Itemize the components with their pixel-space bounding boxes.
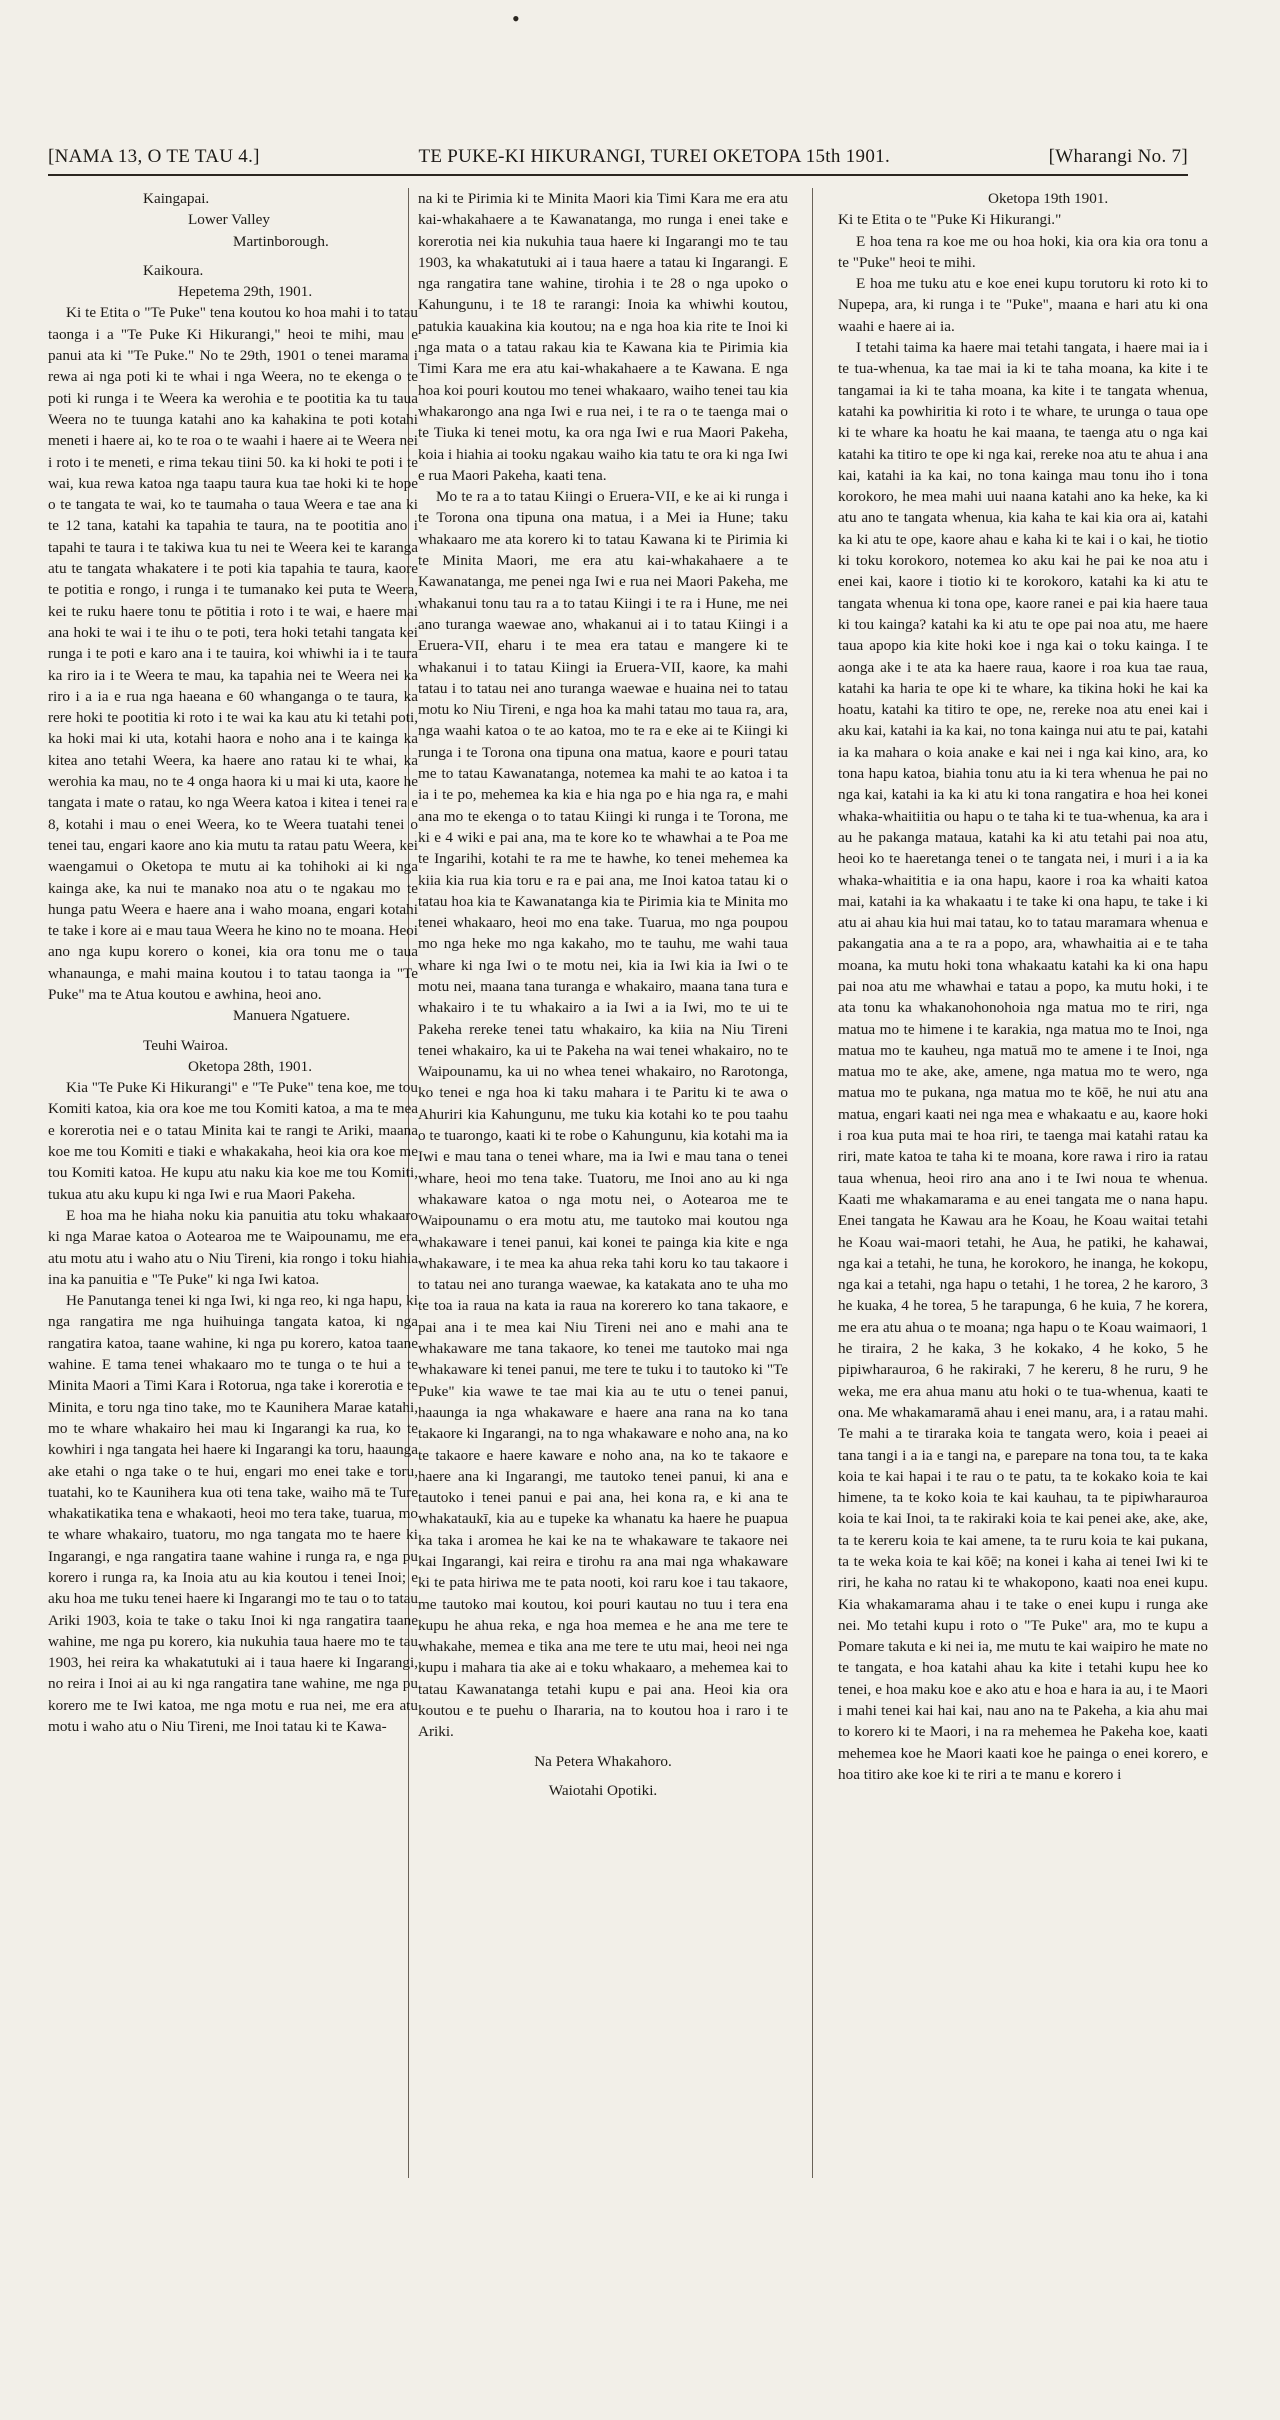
letter-paragraph: Kia "Te Puke Ki Hikurangi" e "Te Puke" tena koe, me tou Komiti katoa, kia ora koe me tou Komiti katoa, a ma te mea e korerotia nei e o tatau Minita kai te rangi te Ariki, maana koe me tou Komiti e tiaki e whakakaha, heoi kia ora koe me tou Komiti katoa. He kupu atu naku kia koe me tou Komiti, tukua atu aku kupu ki nga Iwi e rua Maori Pakeha. [48, 1079, 418, 1203]
page-header [48, 128, 1188, 168]
letter-paragraph: He Panutanga tenei ki nga Iwi, ki nga reo, ki nga hapu, ki nga rangatira me nga huihuinga tangata katoa, ki nga rangatira katoa, taane wahine, ki nga pu korero, katoa taane wahine. E tama tenei whakaaro mo te tunga o te hui a te Minita Maori a Timi Kara i Rotorua, nga take i korerotia e te Minita, e toru nga tino take, mo te Kaunihera Marae katahi, mo te whare whakairo hei mau ki Ingarangi ka rua, ko te kowhiri i nga tangata hei haere ki Ingarangi ka toru, haaunga ake etahi o nga take o te hui, engari mo enei take e toru, tuatahi, ko te Kaunihera kua oti tena take, waiho mā te Ture whakatikatika tena e whakaoti, heoi mo tera take, tuarua, mo te whare whakairo, tuatoru, mo nga tangata mo te haere ki Ingarangi, e nga rangatira taane wahine i runga ra, e nga pu korero i runga ra, ka Inoia atu au kia koutou i tenei Inoi; e aku hoa me tuku tenei haere ki Ingarangi mo te tau o to tatau Ariki 1903, koia te take o taku Inoi ki nga rangatira taane wahine, me nga pu korero, kia nukuhia taua haere mo te tau 1903, hei reira ka whakatutuki ai i taua haere ki Ingarangi, no reira i Inoi ai au ki nga rangatira tane wahine, me nga pu korero me te Iwi katoa, me nga motu e rua nei, me era atu motu i waho atu o Niu Tireni, me Inoi tatau ki te Kawa- [48, 1292, 418, 1736]
letter-paragraph: E hoa me tuku atu e koe enei kupu torutoru ki roto ki to Nupepa, ara, ki runga i te "Puke", maana e hari atu ki ona waahi e haere ai ia. [838, 275, 1208, 335]
column-3 [838, 188, 1208, 1785]
page-number: [Wharangi No. 7] [1048, 146, 1188, 167]
letter-signature: Na Petera Whakahoro. [534, 1752, 672, 1770]
column-2 [418, 188, 788, 1801]
issue-number: [NAMA 13, O TE TAU 4.] [48, 146, 260, 167]
letter-location: Lower Valley [188, 211, 270, 229]
masthead-title: TE PUKE-KI HIKURANGI, TUREI OKETOPA 15th 1901. [418, 146, 890, 167]
letter-paragraph: Mo te ra a to tatau Kiingi o Eruera-VII, e ke ai ki runga i te Torona ona tipuna ona matua, i a Mei ia Hune; taku whakaaro me ata korero ki to tatau Kawana ki te Pirimia ki te Minita Maori, me era atu kai-whakahaere a te Kawanatanga, me penei nga Iwi e rua nei Maori Pakeha, me whakanui tonu tau ra a to tatau Kiingi i te ra i Hune, me nei ano turanga waewae ano, whakanui ai i to tatau Kiingi i a Eruera-VII, eharu i te mea era tatau e mangere ki te whakanui i to tatau Kiingi ia Eruera-VII, kaore, ka mahi tatau i to tatau nei ano turanga waewae e huaina nei to tatau motu ko Niu Tireni, e nga hoa ka mahi tatau mo taua ra, ara, nga waahi katoa o te ao katoa, mo te ra e eke ai te Kiingi ki runga i te Torona ona tipuna ona matua, kaore e pouri tatau me to tatau Kawanatanga, notemea ka mahi te ao katoa i ta ia i te po, mehemea ka kia e hia nga po e hia nga ra, e mahi ana mo te ekenga o to tatau Kiingi ki runga i te Torona, me ki e 4 wiki e pai ana, ma te kore ko te whawhai a te Poa me te Ingarihi, kotahi te ra me te hawhe, ko tenei mehemea ka kiia kia rua kia toru e ra e pai ana, me Inoi katoa tatau ki o tatau hoa kia te Kawanatanga kia te Pirimia kia te Minita mo tenei whakaaro, heoi mo ena take. Tuarua, mo nga poupou mo nga heke mo nga kakaho, mo te tauhu, me wahi taua whare ki nga Iwi o te motu nei, kia ia Iwi kia ia Iwi o te motu nei, maana tana turanga e whakairo, maana tana tura e whakairo i te tu whakairo a ia Iwi a ia Iwi, mo te ui te Pakeha rereke tenei tatu whakairo, ka kiia na Niu Tireni tenei whakairo, ka ui te Pakeha na wai tenei whakairo, no te Waipounamu, ka ui no whea tenei whakairo, no Rarotonga, ko tenei e nga hoa ki taku mahara i te Paritu ki te awa o Ahuriri kia Kahungunu, me tuku kia kotahi ko te pou taahu o te tuarongo, kaati ki te robe o Kahungunu, kia kotahi ma ia Iwi e mau tana o tenei whare, ma ia Iwi e mau tana o tenei whare, heoi mo tena take. Tuatoru, me Inoi ano au ki nga whakaware katoa o nga motu nei, o Aotearoa me te Waipounamu o era motu atu, me tautoko mai koutou nga whakaware i tenei panui, kai konei te painga kia kite e nga whakaware, i te mea ka ahua reka tahi koru ko tau takaore i to tatau nei ano turanga waewae, ka katakata ano te uha mo te toa ia raua na kata ia raua na korerero ko tana takaore, e pai ana i te mea kai Niu Tireni nei ano e mahi ana te whakaware me tana takaore, ko tenei me tautoko mai nga whakaware ki tenei panui, me tere te tuku i to tautoko ki "Te Puke" kia wawe te tae mai kia au te utu o tenei panui, haaunga ia nga whakaware e haere ana rana na ko tana takaore ki Ingarangi, na to nga whakaware e noho ana, na ko te takaore e haere kaware e noho ana, na ko te takaore e haere ana ki Ingarangi, me tautoko tenei panui, ki ana e tautoko i tenei panui e pai ana, hei kona ra, e ki ana te whakataukī, kia au e tupeke ka whanatu ka haere he puapua ka taka i aromea he kai ke na te whakaware te takaore nei kai Ingarangi, kai reira e tirohu ra ana mai nga whakaware ki te pata hiriwa me te pata nooti, koi raru koe i tau takaore, me tautoko mai koutou, koi pouri kautau no tuu i tera ena kupu he ahua reka, e nga hoa memea e he ana me tere te whakahe, memea e tika ana me tere te utu mai, heoi nei nga kupu i mahara tia ake ai e toku whakaaro, a mehemea kai to tatau Kawanatanga tetahi kupu e pai ana. Heoi kia ora koutou e te puehu o Ihararia, na to koutou hoa i raro i te Ariki. [418, 488, 788, 1741]
letter-date: Oketopa 19th 1901. [988, 190, 1109, 207]
letter-location: Martinborough. [233, 232, 329, 250]
letter-date: Hepetema 29th, 1901. [178, 283, 313, 301]
header-rule [48, 174, 1188, 176]
column-1 [48, 188, 418, 1737]
letter-paragraph: I tetahi taima ka haere mai tetahi tangata, i haere mai ia i te tua-whenua, ka tae mai ia ki te taha moana, ka kite i te tangamai ia ki te taha moana, ka kite i te tangata whenua, katahi ka powhiritia ki roto i te whare, te urunga o taua ope ki te whare ka hoatu he kai maana, te taenga atu o nga kai katahi ka titiro te ope ki nga kai, rereke noa atu te ahua i ana kai, katahi ia ka kai, no tona kainga mau tonu iho i tona korokoro, he mea mahi uui naana katahi ano ka heke, ka ki atu ano te tangata whenua, kia kaha te kai kia ora ai, katahi ka ki atu te ope, kaore ahau e kaha ki te kai i o kai, he tiotio ki toku korokoro, notemea ko aku kai he pai ke noa atu i enei kai, kaore i tiotio ki te korokoro, katahi ka ki atu te tangata whenua ki tona ope, kaore ranei e pai kia haere taua ki tou kainga? katahi ka ki atu te ope pai noa atu, me haere taua apopo kia kite hoki koe i nga kai o toku kainga. I te aonga ake i te ata ka haere raua, kaore i roa kua tae raua, katahi ka haria te ope ki te whare, ka tikina hoki he kai ka hoatu, katahi ka titiro te ope, ne, rereke noa atu enei kai i aku kai, katahi ia ka kai, no tona kainga nui atu te pai, katahi ia ka mahara o koia anake e kai nei i nga kai kino, ara, ko tona hapu katoa, biahia tonu atu ia ki tera whenua he pai no nga kai, katahi ia ka ki atu ki tona rangatira e hoa hei konei whaka-whaitiitia ou hapu o te taha ki te tua-whenua, ka ara i au he pakanga mataua, katahi ka ki atu tetahi pai noa atu, heoi ko te haeretanga tenei o te tangata nei, i muri i a ia ka whaka-whaititia e ia ona hapu, kaore i roa ka whaiti katoa mai, katahi ia ka whakaatu i te take ki ona hapu, te take i ki atu ai ahau kia hui mai tatau, ko to tatau maramara whenua e pakangatia ana a te ra a popo, ara, whawhaitia ai e te taha moana, ka mutu hoki tona whakaatu katahi ka ki ona hapu pai noa atu me whawhai e tatau a popo, ka mutu hoki, i te ata tonu ka whakanohonohoia nga matua mo te riri, nga matua mo te himene i te karakia, nga matua mo te Inoi, nga matua mo te kauheu, nga matuā mo te amene i te Inoi, nga matua mo te ake, ake, amene, nga matua mo te wero, nga matua mo te pukana, nga matua mo te kōē, he nui atu ana matua, engari kaati nei nga mea e whakaatu e au, kaore hoki i roa kua puta mai te hoa riri, te taenga mai katahi ratau ka riri, mate katoa te taha ki te moana, kore rawa i riro ia ratau taua whenua, heoi riro ana ano i te Iwi noua te whenua. Kaati me whakamarama e au enei tangata me o nana hapu. Enei tangata he Kawau ara he Koau, he Koau waitai tetahi he Koau wai-maori tetahi, he Aua, he patiki, he kahawai, nga kai a tetahi, he tuna, he korokoro, he inanga, he kokopu, nga kai a tetahi, nga hapu o tetahi, 1 he torea, 2 he karoro, 3 he kuaka, 4 he torea, 5 he tarapunga, 6 he kuia, 7 he korera, me era atu ahua o te moana; nga hapu o te Koau waimaori, 1 he tiraira, 2 he kaka, 3 he kokako, 4 he koko, 5 he pipiwharauroa, 6 he rakiraki, 7 he kereru, 8 he ruru, 9 he weka, me era ahua manu atu hoki o te tua-whenua, kaati te ona. Me whakamaramā ahau i enei manu, ara, i a ratau mahi. Te mahi a te tiraraka koia te tangata wero, koia i peaei ai tana tangi i a ia e tangi na, e parepare na tona tou, ta te kaka koia te kai hapai i te rau o te patu, ta te kokako koia te kai himene, ta te koko koia te kai kauhau, ta te pipiwharauroa koia te kai Inoi, ta te rakiraki koia te kai penei ake, ake, ake, ta te kereru koia te kai amene, ta te ruru koia te kai pukana, ta te weka koia te kai kōē; na konei i kaha ai tenei Iwi ki te riri, he kaha no ratau ki te whakopono, kaati noa enei kupu. Kia whakamarama ahau i te take o enei kupu i runga ake nei. Mo tetahi kupu i roto o "Te Puke" ara, mo te kupu a Pomare takuta e ki nei ia, me mutu te kai waipiro he mate no te tangata, e hoa katahi ahau ka kite i tetahi kupu hee ko tenei, e hoa maku koe e ako atu e hoa e hara ia au, i te Maori i mahi tenei kai hai kai, nau ano na te Pakeha, a kia ahu mai to korero ki te Maori, i na ra mehemea he Pakeha koe, kaati mehemea koe he Maori kaati koe he painga o enei korero, e hoa titiro ake koe ki te riri a te manu e korero i [838, 339, 1208, 1783]
letter-place: Teuhi Wairoa. [143, 1036, 229, 1054]
letter-place: Kaikoura. [143, 261, 204, 279]
letter-salutation: Ki te Etita o te "Puke Ki Hikurangi." [838, 211, 1062, 229]
letter-paragraph: E hoa ma he hiaha noku kia panuitia atu toku whakaaro ki nga Marae katoa o Aotearoa me te Waipounamu, me era atu motu atu i waho atu o Niu Tireni, kia rongo i toku hiahia ina ka panuitia e "Te Puke" ki nga Iwi katoa. [48, 1206, 418, 1288]
column-divider [812, 188, 813, 2178]
letter-signature: Manuera Ngatuere. [233, 1007, 351, 1025]
letter-paragraph: na ki te Pirimia ki te Minita Maori kia Timi Kara me era atu kai-whakahaere a te Kawanatanga, mo runga i enei take e korerotia nei kia nukuhia taua haere ki Ingarangi mo te tau 1903, ka whakatutuki ai i taua haere a tatau ki Ingarangi. E nga rangatira tane wahine, tirohia i te 28 o nga upoko o Kahungunu, i te 18 te rarangi: Inoia ka whiwhi koutou, patukia kauakina kia koutou; na e nga hoa kia rite te Inoi ki nga mata o a tatau rakau kia te Kawana kia te Pirimia kia Timi Kara me era atu kai-whakahaere a te Kawana. E nga hoa koi pouri koutou mo tenei whakaaro, waiho tenei tau kia whakarongo ana nga Iwi e rua nei, i te ra o te taenga mai o te Tiuka ki tenei motu, ka ora nga Iwi e rua Maori Pakeha, koia i hiahia ai tooku ngakau waiho kia tatu te ora ki nga Iwi e rua Maori Pakeha, kaati tena. [418, 190, 788, 484]
letter-signature-place: Waiotahi Opotiki. [548, 1781, 658, 1799]
letter-paragraph: E hoa tena ra koe me ou hoa hoki, kia ora kia ora tonu a te "Puke" heoi te mihi. [838, 232, 1208, 271]
letter-date: Oketopa 28th, 1901. [188, 1057, 313, 1075]
letter-paragraph: Ki te Etita o "Te Puke" tena koutou ko hoa mahi i to tatau taonga i a "Te Puke Ki Hikurangi," heoi te mihi, mau e panui ata ki "Te Puke." No te 29th, 1901 o tenei marama i rewa ai nga poti ki te whai i nga Weera, no te ekenga o te poti ki runga i te Weera ka werohia e te pootitia ka tu taua Weera no te tuunga katahi ano ka kahakina te poti kotahi meneti i haere ai, ko te roa o te waahi i haere ai te Weera nei i roto i te meneti, e rima tekau tiini 50. ka ki hoki te poti i te wai, kua rewa katoa nga taapu taura kua tae hoki ki te hope o te tangata te wai, ko te taumaha o taua Weera e tae ana ki te 12 tana, katahi ka tapahia te taura, na te pootitia ano i tapahi te taura i te takiwa kua tu nei te Weera kei te karanga atu te tangata whakatere i te poti kia tapahia te taura, kaore te potitia e rongo, i runga i te tumanako kei puta te Weera, kei te ruku haere tonu te pōtitia i roto i te wai, e haere mai ana hoki te wai i te ihu o te poti, tera hoki tetahi tangata kei runga i te poti e karo ana i te tauira, koi whiwhi ia i te taura ka riro ia i te Weera te mau, ka tapahia nei te Weera nei ka riro i a ia e rua nga haeana e 60 whanganga o te taura, ka rere hoki te pootitia ki roto i te wai ka kau atu ki tetahi poti, ka hoki mai ki uta, kotahi haora e noho ana i te kainga ka kitea ano tetahi Weera, ka haere ano ratau ki te whai, ka werohia ka mau, no te 4 onga haora ki u mai ki uta, kaore he tangata i mate o ratau, ko nga Weera katoa i kitea i tenei ra e 8, kotahi i mau o enei Weera, ko te Weera tuatahi tenei o tenei tau, engari kaore ano kia mutu ta ratau patu Weera, kei waengamui o Oketopa te mutu ai ka tohihoki ai ki nga kainga ake, ka nui te manako noa atu o te ngakau mo te hunga patu Weera e haere ana i waho moana, engari kotahi te take i kore ai e mau taua Weera he kino no te moana. Heoi ano nga kupu korero o konei, kia ora tonu me o taua whanaunga, e mahi maina koutou i to tatau taonga ia "Te Puke" ma te Atua koutou e awhina, heoi ano. [48, 304, 418, 1003]
letter-location: Kaingapai. [143, 190, 210, 207]
page-speck: • [512, 6, 520, 31]
